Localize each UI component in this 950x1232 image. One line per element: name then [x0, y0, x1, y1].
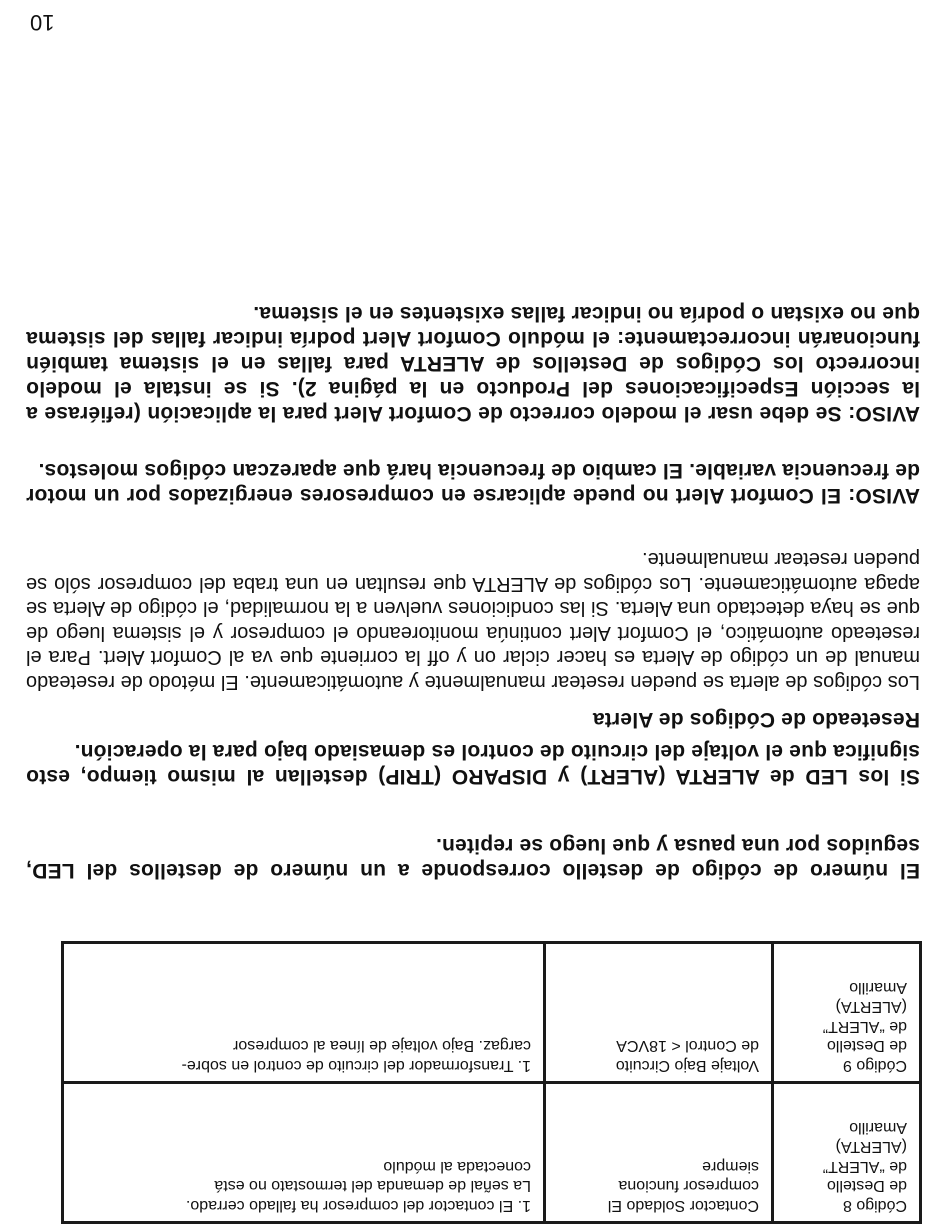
- condition-cell: Voltaje Bajo Circuito de Control < 18VCA: [545, 943, 773, 1083]
- page-number: 10: [30, 10, 55, 35]
- condition-cell: Contactor Soldado El compresor funciona siempre: [545, 1083, 773, 1223]
- table-row: [63, 943, 921, 1083]
- causes-cell: 1. El contactor del compresor ha fallado cerrado. La señal de demanda del termostato no está conectada al módulo: [63, 1083, 545, 1223]
- reset-body-paragraph: Los códigos de alerta se pueden resetear manualmente y automáticamente. El método de reseteado manual de un código de Alerta es hacer ciclar on y off la corriente que va al Comfort Alert. Para el reseteado automático, el Comfort Alert continúa monitoreando el compresor y el sistema luego de que se haya detectado una Alerta. Si las condiciones vuelven a la normalidad, el código de Alerta se apaga automáticamente. Los códigos de ALERTA que resultan en una traba del compresor sólo se pueden resetear manualmente.: [26, 548, 920, 693]
- flash-count-paragraph: El número de código de destello corresponde a un número de destellos del LED, seguidos por una pausa y que luego se repiten.: [26, 834, 920, 882]
- causes-cell: 1. Transformador del circuito de control en sobre- cargaz. Bajo voltaje de línea al compresor: [63, 943, 545, 1083]
- flash-code-cell: Código 8 de Destello de “ALERT” (ALERTA) Amarillo: [773, 1083, 921, 1223]
- flash-code-cell: Código 9 de Destello de “ALERT” (ALERTA) Amarillo: [773, 943, 921, 1083]
- table-row: [63, 1083, 921, 1223]
- reset-heading: Reseteado de Códigos de Alerta: [592, 708, 920, 731]
- notice-variable-frequency: AVISO: El Comfort Alert no puede aplicarse en compresores energizados por un motor de frecuencia variable. El cambio de frecuencia hará que aparezcan códigos molestos.: [26, 459, 920, 507]
- simultaneous-flash-paragraph: Si los LED de ALERTA (ALERT) y DISPARO (TRIP) destellan al mismo tiempo, esto significa que el voltaje del circuito de control es demasiado bajo para la operación.: [26, 740, 920, 788]
- flash-code-table: [61, 941, 922, 1224]
- notice-correct-model: AVISO: Se debe usar el modelo correcto de Comfort Alert para la aplicación (refiérase a la sección Especificaciones del Producto en la página 2). Si se instala el modelo incorrecto los Códigos de Destellos de ALERTA para fallas en el sistema también funcionarán incorrectamente: el módulo Comfort Alert podría indicar fallas del sistema que no existan o podría no indicar fallas existentes en el sistema.: [26, 302, 920, 425]
